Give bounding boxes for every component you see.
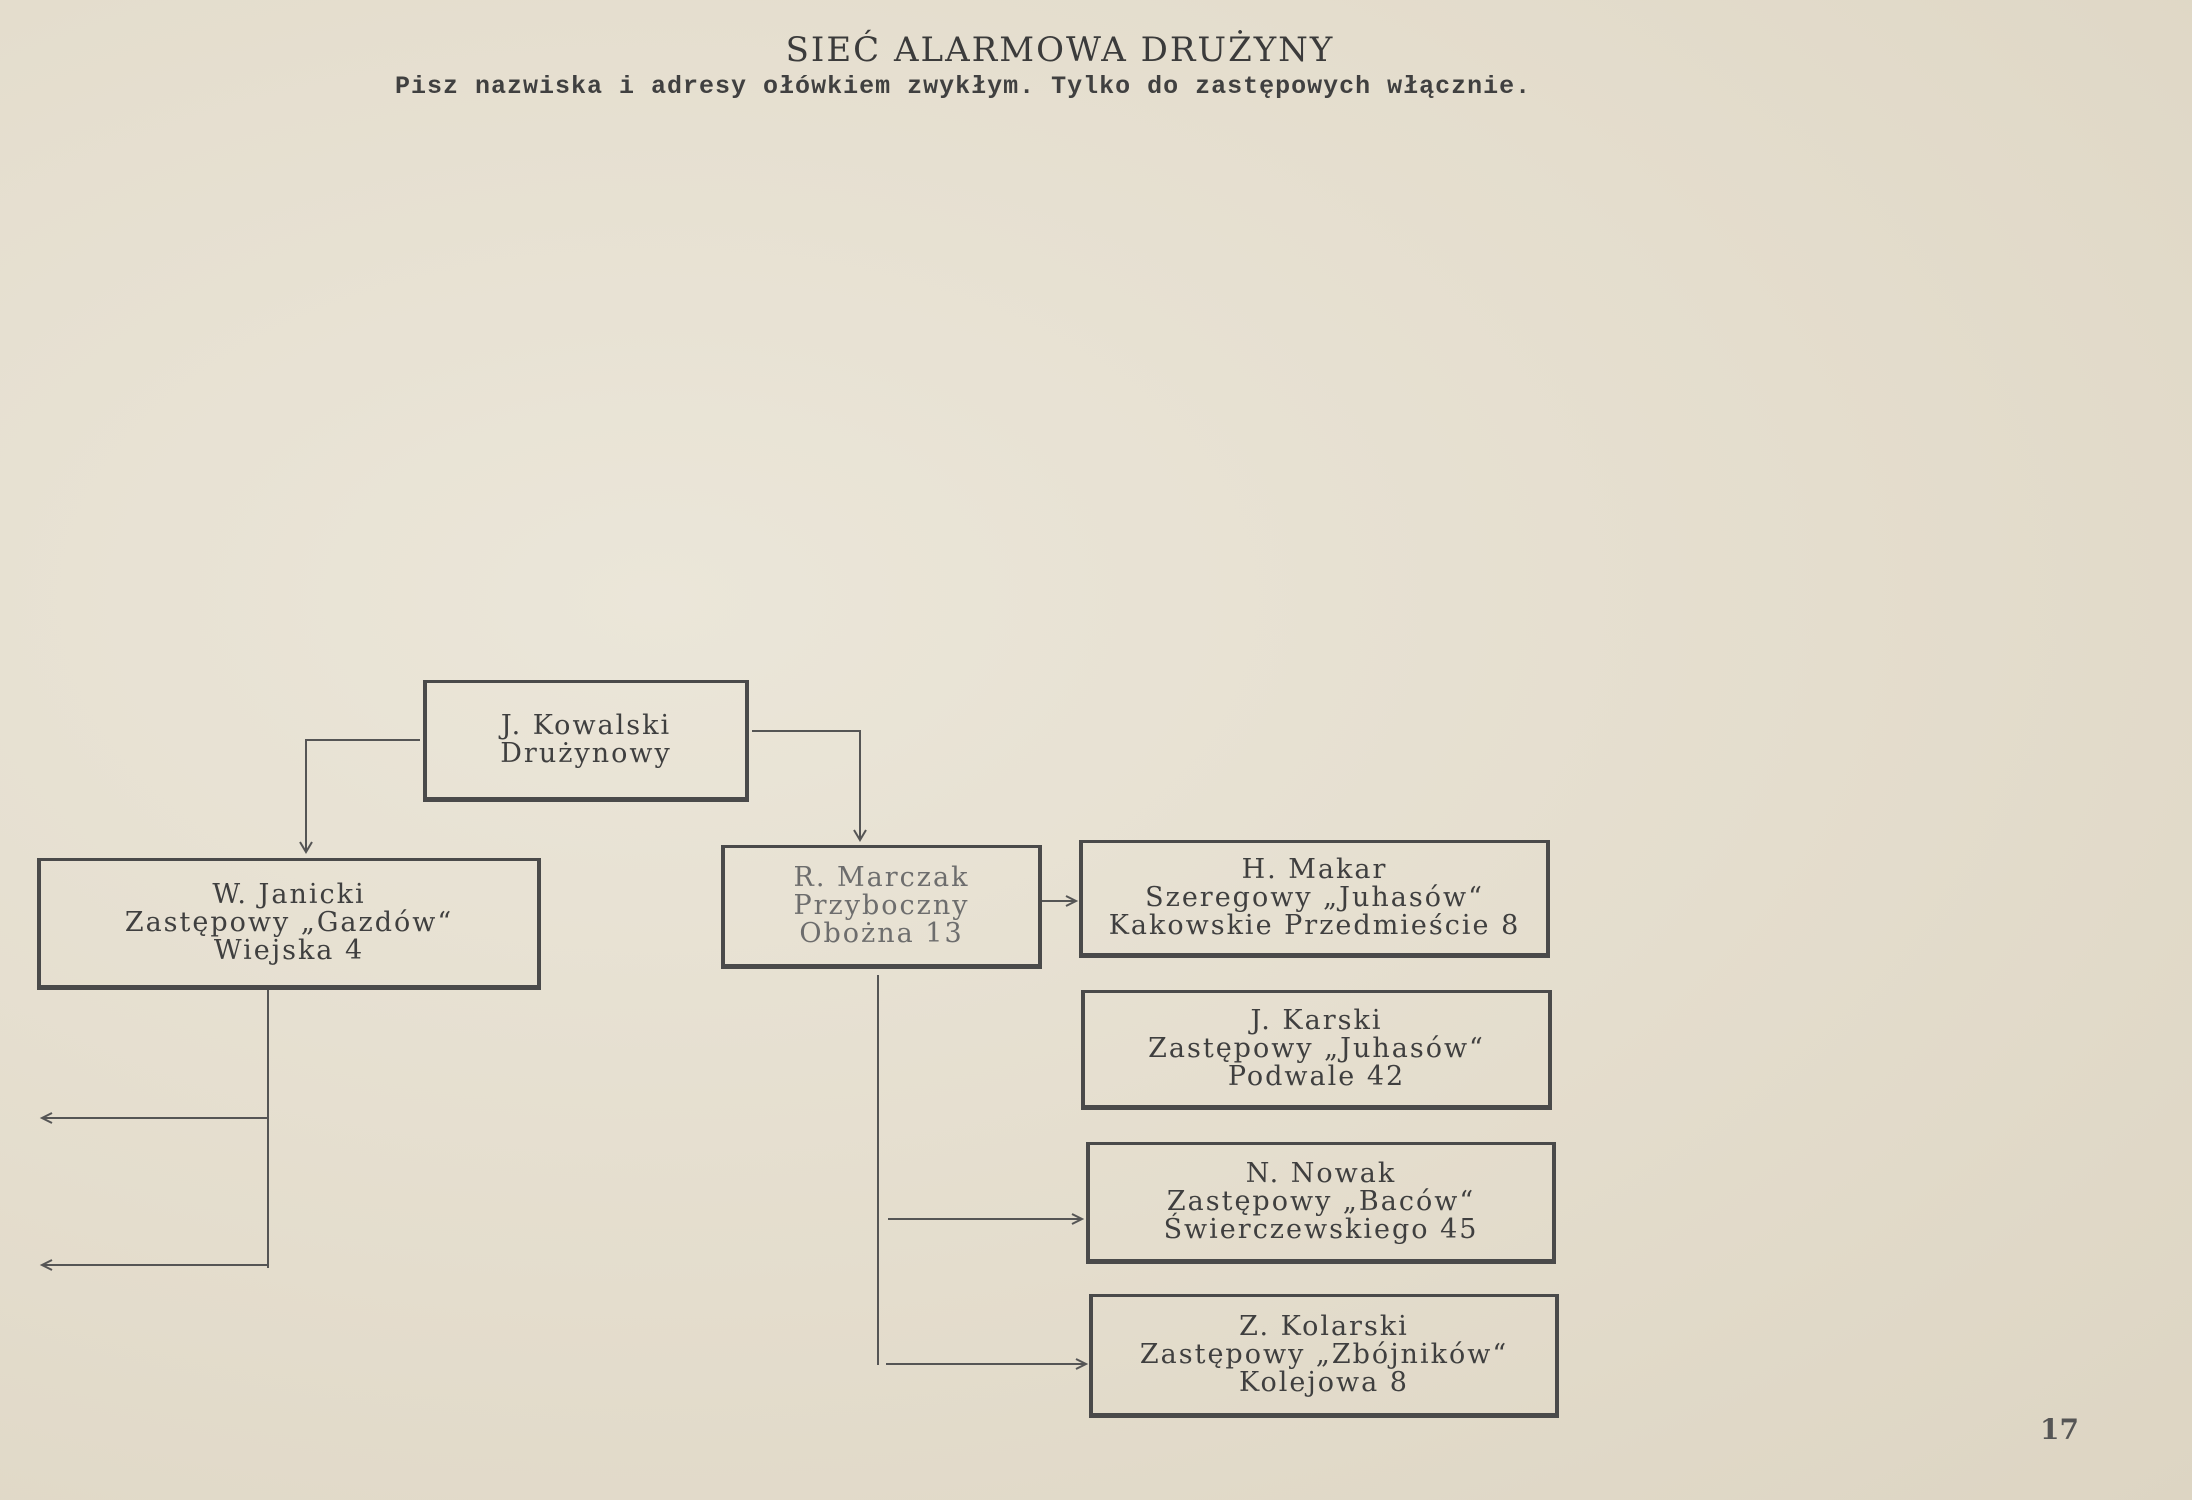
node-address: Wiejska 4 [213,935,365,966]
node-makar [1079,840,1550,958]
node-marczak [721,845,1042,969]
node-janicki [37,858,541,990]
node-address: Kolejowa 8 [1239,1367,1409,1398]
node-nowak [1086,1142,1556,1264]
node-kowalski [423,680,749,802]
connector-kowalski-marczak [752,731,860,840]
node-name: J. Kowalski [500,710,672,741]
node-role: Przyboczny [793,890,970,921]
node-name: R. Marczak [793,862,970,893]
node-name: J. Karski [1250,1005,1383,1036]
node-name: H. Makar [1241,854,1388,885]
node-role: Zastępowy „Juhasów“ [1148,1033,1485,1064]
node-address: Kakowskie Przedmieście 8 [1108,910,1521,941]
page-number: 17 [2040,1413,2079,1446]
instruction-text: Pisz nazwiska i adresy ołówkiem zwykłym. Tylko do zastępowych włącznie. [395,72,1532,101]
node-address: Obożna 13 [799,918,964,949]
node-address: Świerczewskiego 45 [1163,1214,1479,1245]
node-role: Zastępowy „Baców“ [1166,1186,1476,1217]
node-role: Drużynowy [500,738,672,769]
page-title: SIEĆ ALARMOWA DRUŻYNY [785,30,1335,70]
node-role: Zastępowy „Gazdów“ [124,907,454,938]
node-name: Z. Kolarski [1239,1311,1409,1342]
node-kolarski [1089,1294,1559,1418]
node-role: Szeregowy „Juhasów“ [1145,882,1484,913]
node-name: W. Janicki [212,879,366,910]
connector-kowalski-janicki [306,740,420,850]
node-name: N. Nowak [1245,1158,1397,1189]
node-address: Podwale 42 [1227,1061,1406,1092]
node-role: Zastępowy „Zbójników“ [1139,1339,1509,1370]
node-karski [1081,990,1552,1110]
